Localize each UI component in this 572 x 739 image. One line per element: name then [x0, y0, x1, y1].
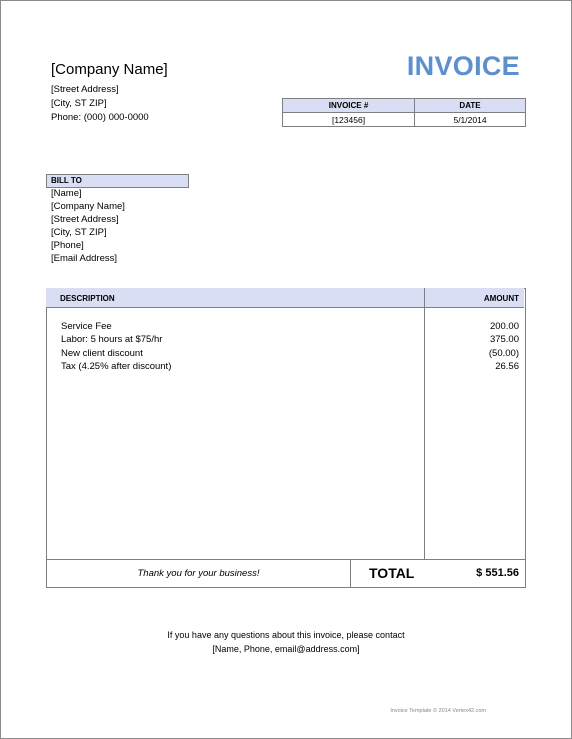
footer-contact: [Name, Phone, email@address.com]: [212, 644, 360, 654]
company-name: [Company Name]: [51, 61, 168, 78]
bill-to-email[interactable]: [Email Address]: [51, 253, 117, 264]
template-credit: Invoice Template © 2014 Vertex42.com: [390, 708, 486, 714]
total-column-divider: [350, 559, 351, 587]
items-table: [46, 288, 526, 588]
company-city: [City, ST ZIP]: [51, 98, 107, 109]
bill-to-company[interactable]: [Company Name]: [51, 201, 125, 212]
amount-header: AMOUNT: [483, 294, 519, 303]
bill-to-city[interactable]: [City, ST ZIP]: [51, 227, 107, 238]
invoice-number-value[interactable]: [123456]: [283, 113, 415, 127]
thank-you-message: Thank you for your business!: [137, 568, 260, 579]
company-phone: Phone: (000) 000-0000: [51, 112, 149, 123]
date-label: DATE: [415, 99, 526, 113]
item-amount[interactable]: 200.00: [489, 321, 519, 332]
bill-to-phone[interactable]: [Phone]: [51, 240, 84, 251]
date-value[interactable]: 5/1/2014: [415, 113, 526, 127]
invoice-meta-table: [282, 98, 526, 127]
item-description[interactable]: Labor: 5 hours at $75/hr: [61, 334, 163, 345]
invoice-number-label: INVOICE #: [283, 99, 415, 113]
footer-question: If you have any questions about this invoice, please contact: [167, 630, 405, 640]
bill-to-header: BILL TO: [46, 174, 189, 188]
company-street: [Street Address]: [51, 84, 119, 95]
description-header: DESCRIPTION: [60, 294, 115, 303]
bill-to-street[interactable]: [Street Address]: [51, 214, 119, 225]
item-description[interactable]: Tax (4.25% after discount): [61, 361, 172, 372]
item-description[interactable]: New client discount: [61, 348, 143, 359]
item-amount[interactable]: 26.56: [495, 361, 519, 372]
item-description[interactable]: Service Fee: [61, 321, 112, 332]
item-amount[interactable]: 375.00: [489, 334, 519, 345]
bill-to-name[interactable]: [Name]: [51, 188, 82, 199]
item-amount[interactable]: (50.00): [488, 348, 519, 359]
invoice-title: INVOICE: [406, 51, 520, 81]
column-divider: [424, 288, 425, 560]
items-header-row: [46, 288, 524, 308]
total-value: $ 551.56: [476, 567, 519, 579]
total-label: TOTAL: [369, 565, 415, 581]
total-divider: [46, 559, 525, 560]
